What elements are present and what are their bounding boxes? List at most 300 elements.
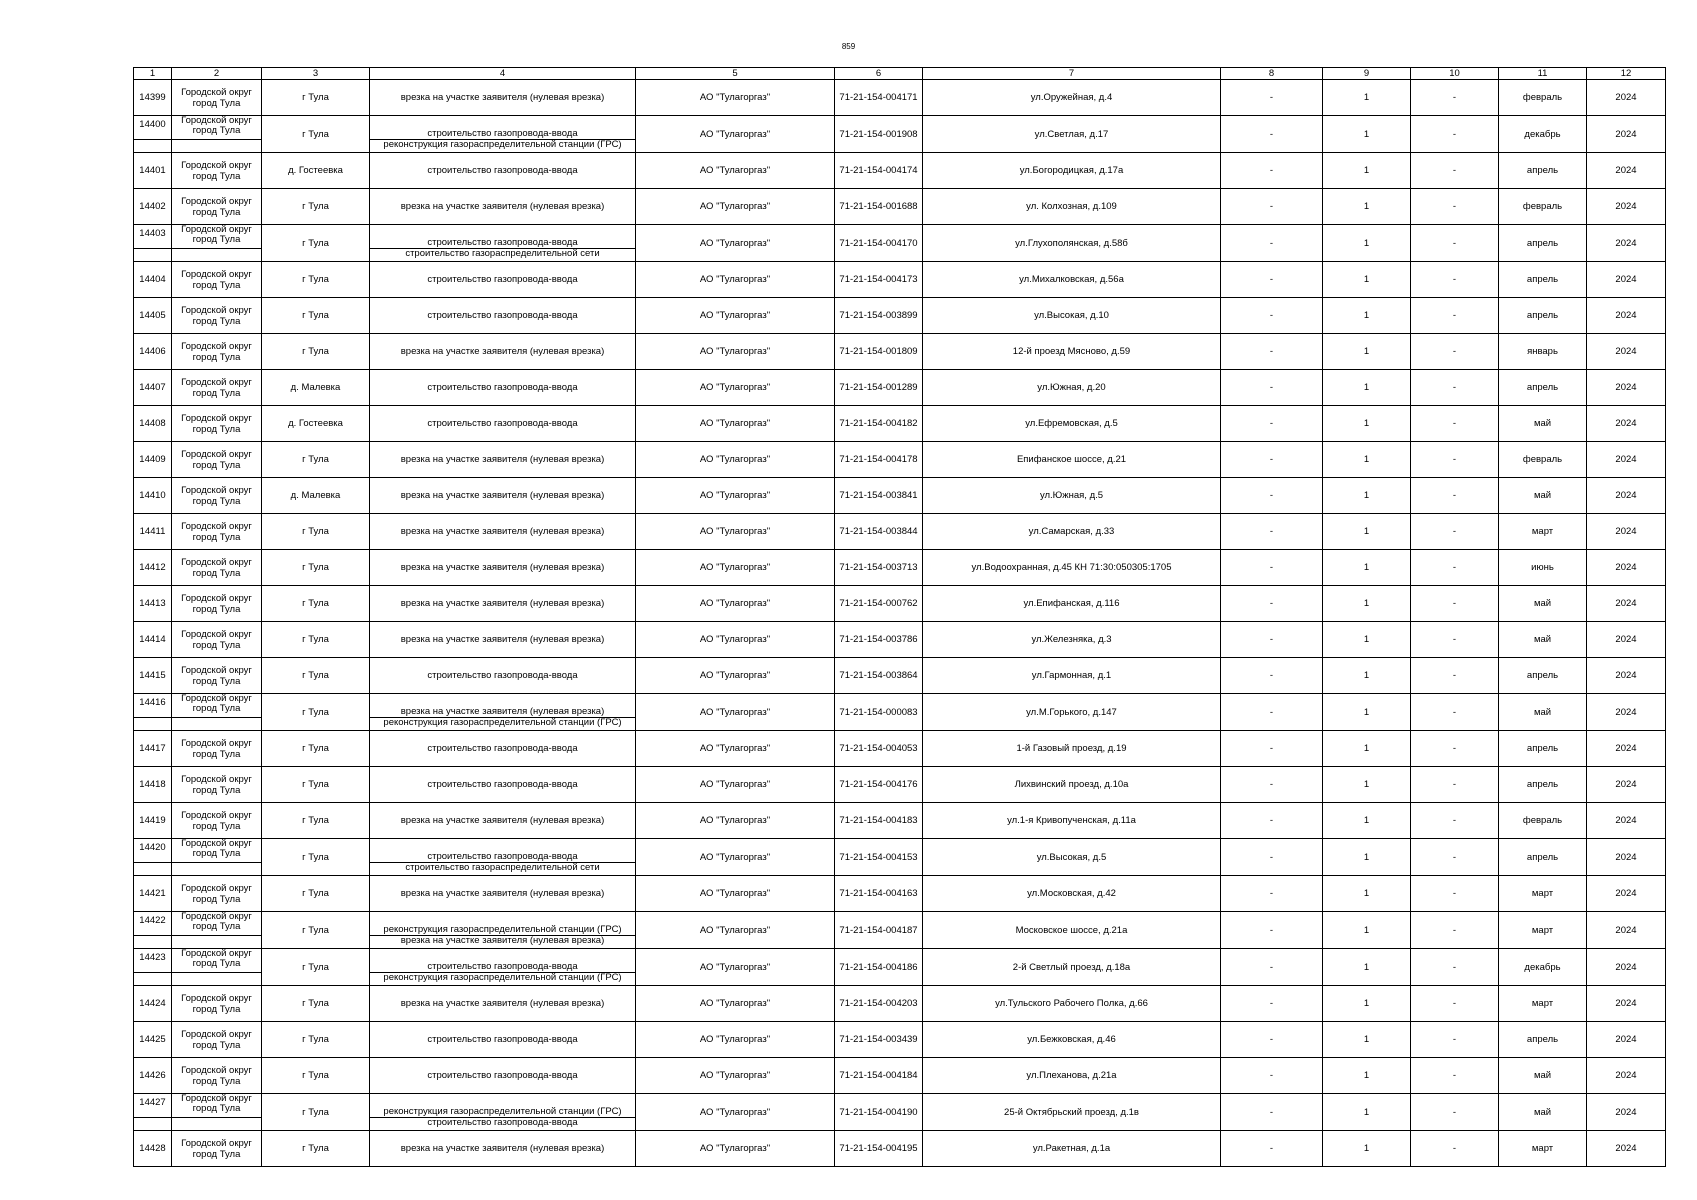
header-row bbox=[134, 68, 1666, 80]
work-type: врезка на участке заявителя (нулевая врезка) bbox=[370, 586, 636, 622]
row-number: 14414 bbox=[134, 622, 172, 658]
year: 2024 bbox=[1587, 803, 1666, 839]
col-8-value: - bbox=[1221, 1058, 1323, 1094]
month: май bbox=[1499, 1094, 1587, 1131]
municipality-spacer bbox=[172, 718, 262, 731]
address: 1-й Газовый проезд, д.19 bbox=[923, 731, 1221, 767]
col-10-value: - bbox=[1411, 80, 1499, 116]
municipality-spacer bbox=[172, 1118, 262, 1131]
col-8-value: - bbox=[1221, 986, 1323, 1022]
object-code: 71-21-154-004190 bbox=[835, 1094, 923, 1131]
table-row bbox=[134, 334, 1666, 370]
month: март bbox=[1499, 986, 1587, 1022]
address: Московское шоссе, д.21а bbox=[923, 912, 1221, 949]
col-8-value: - bbox=[1221, 658, 1323, 694]
col-header: 4 bbox=[370, 68, 636, 80]
address: ул.Ракетная, д.1а bbox=[923, 1131, 1221, 1167]
col-9-value: 1 bbox=[1323, 80, 1411, 116]
col-9-value: 1 bbox=[1323, 514, 1411, 550]
year: 2024 bbox=[1587, 767, 1666, 803]
row-number: 14417 bbox=[134, 731, 172, 767]
row-number-spacer bbox=[134, 936, 172, 949]
address: ул.Бежковская, д.46 bbox=[923, 1022, 1221, 1058]
work-type: строительство газопровода-ввода bbox=[370, 298, 636, 334]
organization: АО "Тулагоргаз" bbox=[636, 731, 835, 767]
col-10-value: - bbox=[1411, 334, 1499, 370]
work-type-secondary: строительство газораспределительной сети bbox=[370, 863, 636, 876]
col-10-value: - bbox=[1411, 949, 1499, 986]
month: декабрь bbox=[1499, 116, 1587, 153]
col-8-value: - bbox=[1221, 912, 1323, 949]
work-type: врезка на участке заявителя (нулевая врезка) bbox=[370, 986, 636, 1022]
table-row bbox=[134, 189, 1666, 225]
municipality: Городской округ город Тула bbox=[172, 949, 262, 973]
row-number: 14408 bbox=[134, 406, 172, 442]
organization: АО "Тулагоргаз" bbox=[636, 514, 835, 550]
object-code: 71-21-154-004176 bbox=[835, 767, 923, 803]
month: апрель bbox=[1499, 731, 1587, 767]
locality: д. Малевка bbox=[262, 478, 370, 514]
work-type: врезка на участке заявителя (нулевая врезка) bbox=[370, 550, 636, 586]
col-8-value: - bbox=[1221, 586, 1323, 622]
organization: АО "Тулагоргаз" bbox=[636, 225, 835, 262]
object-code: 71-21-154-003713 bbox=[835, 550, 923, 586]
work-type: врезка на участке заявителя (нулевая врезка) bbox=[370, 189, 636, 225]
col-10-value: - bbox=[1411, 803, 1499, 839]
municipality: Городской округ город Тула bbox=[172, 442, 262, 478]
table-row bbox=[134, 767, 1666, 803]
year: 2024 bbox=[1587, 1094, 1666, 1131]
row-number: 14420 bbox=[134, 839, 172, 863]
address: ул.Самарская, д.33 bbox=[923, 514, 1221, 550]
col-8-value: - bbox=[1221, 442, 1323, 478]
table-row bbox=[134, 876, 1666, 912]
col-8-value: - bbox=[1221, 189, 1323, 225]
col-8-value: - bbox=[1221, 262, 1323, 298]
month: февраль bbox=[1499, 442, 1587, 478]
municipality: Городской округ город Тула bbox=[172, 622, 262, 658]
address: ул.Оружейная, д.4 bbox=[923, 80, 1221, 116]
year: 2024 bbox=[1587, 550, 1666, 586]
object-code: 71-21-154-001908 bbox=[835, 116, 923, 153]
col-8-value: - bbox=[1221, 767, 1323, 803]
object-code: 71-21-154-004173 bbox=[835, 262, 923, 298]
municipality: Городской округ город Тула bbox=[172, 1022, 262, 1058]
organization: АО "Тулагоргаз" bbox=[636, 658, 835, 694]
address: ул.Высокая, д.5 bbox=[923, 839, 1221, 876]
address: Епифанское шоссе, д.21 bbox=[923, 442, 1221, 478]
municipality: Городской округ город Тула bbox=[172, 986, 262, 1022]
organization: АО "Тулагоргаз" bbox=[636, 622, 835, 658]
object-code: 71-21-154-004184 bbox=[835, 1058, 923, 1094]
municipality: Городской округ город Тула bbox=[172, 1131, 262, 1167]
table-row bbox=[134, 116, 1666, 140]
work-type: строительство газопровода-ввода bbox=[370, 1022, 636, 1058]
work-type-secondary: врезка на участке заявителя (нулевая врезка) bbox=[370, 936, 636, 949]
col-9-value: 1 bbox=[1323, 986, 1411, 1022]
year: 2024 bbox=[1587, 442, 1666, 478]
row-number: 14412 bbox=[134, 550, 172, 586]
col-10-value: - bbox=[1411, 478, 1499, 514]
year: 2024 bbox=[1587, 658, 1666, 694]
col-8-value: - bbox=[1221, 478, 1323, 514]
locality: г Тула bbox=[262, 1094, 370, 1131]
row-number: 14404 bbox=[134, 262, 172, 298]
col-header: 5 bbox=[636, 68, 835, 80]
address: ул.Гармонная, д.1 bbox=[923, 658, 1221, 694]
col-9-value: 1 bbox=[1323, 622, 1411, 658]
month: апрель bbox=[1499, 767, 1587, 803]
col-9-value: 1 bbox=[1323, 1058, 1411, 1094]
year: 2024 bbox=[1587, 153, 1666, 189]
month: февраль bbox=[1499, 189, 1587, 225]
locality: г Тула bbox=[262, 912, 370, 949]
locality: г Тула bbox=[262, 876, 370, 912]
organization: АО "Тулагоргаз" bbox=[636, 839, 835, 876]
col-10-value: - bbox=[1411, 514, 1499, 550]
row-number: 14411 bbox=[134, 514, 172, 550]
locality: г Тула bbox=[262, 262, 370, 298]
col-9-value: 1 bbox=[1323, 370, 1411, 406]
col-8-value: - bbox=[1221, 839, 1323, 876]
year: 2024 bbox=[1587, 116, 1666, 153]
year: 2024 bbox=[1587, 912, 1666, 949]
work-type: врезка на участке заявителя (нулевая врезка) bbox=[370, 622, 636, 658]
year: 2024 bbox=[1587, 189, 1666, 225]
col-8-value: - bbox=[1221, 949, 1323, 986]
col-9-value: 1 bbox=[1323, 442, 1411, 478]
locality: г Тула bbox=[262, 1058, 370, 1094]
year: 2024 bbox=[1587, 876, 1666, 912]
municipality: Городской округ город Тула bbox=[172, 80, 262, 116]
object-code: 71-21-154-004153 bbox=[835, 839, 923, 876]
year: 2024 bbox=[1587, 262, 1666, 298]
col-9-value: 1 bbox=[1323, 658, 1411, 694]
work-type: врезка на участке заявителя (нулевая врезка) bbox=[370, 514, 636, 550]
work-type: строительство газопровода-ввода bbox=[370, 262, 636, 298]
year: 2024 bbox=[1587, 986, 1666, 1022]
col-header: 7 bbox=[923, 68, 1221, 80]
col-9-value: 1 bbox=[1323, 586, 1411, 622]
organization: АО "Тулагоргаз" bbox=[636, 153, 835, 189]
object-code: 71-21-154-004174 bbox=[835, 153, 923, 189]
col-10-value: - bbox=[1411, 912, 1499, 949]
work-type: врезка на участке заявителя (нулевая врезка) bbox=[370, 334, 636, 370]
organization: АО "Тулагоргаз" bbox=[636, 262, 835, 298]
row-number: 14415 bbox=[134, 658, 172, 694]
row-number: 14406 bbox=[134, 334, 172, 370]
organization: АО "Тулагоргаз" bbox=[636, 550, 835, 586]
col-header: 11 bbox=[1499, 68, 1587, 80]
address: 2-й Светлый проезд, д.18а bbox=[923, 949, 1221, 986]
municipality: Городской округ город Тула bbox=[172, 694, 262, 718]
col-10-value: - bbox=[1411, 116, 1499, 153]
col-8-value: - bbox=[1221, 370, 1323, 406]
organization: АО "Тулагоргаз" bbox=[636, 694, 835, 731]
year: 2024 bbox=[1587, 839, 1666, 876]
object-code: 71-21-154-004178 bbox=[835, 442, 923, 478]
table-row bbox=[134, 225, 1666, 249]
page-number: 859 bbox=[841, 42, 856, 51]
month: март bbox=[1499, 1131, 1587, 1167]
work-type: строительство газопровода-ввода bbox=[370, 116, 636, 140]
object-code: 71-21-154-003899 bbox=[835, 298, 923, 334]
table-row bbox=[134, 731, 1666, 767]
col-9-value: 1 bbox=[1323, 731, 1411, 767]
object-code: 71-21-154-003844 bbox=[835, 514, 923, 550]
work-type: строительство газопровода-ввода bbox=[370, 949, 636, 973]
row-number: 14410 bbox=[134, 478, 172, 514]
table-row bbox=[134, 514, 1666, 550]
col-10-value: - bbox=[1411, 876, 1499, 912]
col-9-value: 1 bbox=[1323, 262, 1411, 298]
col-8-value: - bbox=[1221, 334, 1323, 370]
address: ул.Михалковская, д.56а bbox=[923, 262, 1221, 298]
object-code: 71-21-154-003786 bbox=[835, 622, 923, 658]
table-row bbox=[134, 298, 1666, 334]
organization: АО "Тулагоргаз" bbox=[636, 876, 835, 912]
col-9-value: 1 bbox=[1323, 406, 1411, 442]
locality: г Тула bbox=[262, 767, 370, 803]
month: май bbox=[1499, 1058, 1587, 1094]
table-row bbox=[134, 803, 1666, 839]
object-code: 71-21-154-004182 bbox=[835, 406, 923, 442]
organization: АО "Тулагоргаз" bbox=[636, 189, 835, 225]
year: 2024 bbox=[1587, 478, 1666, 514]
col-9-value: 1 bbox=[1323, 803, 1411, 839]
month: апрель bbox=[1499, 370, 1587, 406]
row-number: 14413 bbox=[134, 586, 172, 622]
month: апрель bbox=[1499, 1022, 1587, 1058]
col-header: 10 bbox=[1411, 68, 1499, 80]
year: 2024 bbox=[1587, 1058, 1666, 1094]
col-8-value: - bbox=[1221, 876, 1323, 912]
work-type: строительство газопровода-ввода bbox=[370, 731, 636, 767]
year: 2024 bbox=[1587, 731, 1666, 767]
month: июнь bbox=[1499, 550, 1587, 586]
month: апрель bbox=[1499, 153, 1587, 189]
row-number: 14402 bbox=[134, 189, 172, 225]
col-9-value: 1 bbox=[1323, 767, 1411, 803]
col-8-value: - bbox=[1221, 153, 1323, 189]
object-code: 71-21-154-004183 bbox=[835, 803, 923, 839]
row-number: 14418 bbox=[134, 767, 172, 803]
municipality: Городской округ город Тула bbox=[172, 116, 262, 140]
col-8-value: - bbox=[1221, 1022, 1323, 1058]
address: ул.Тульского Рабочего Полка, д.66 bbox=[923, 986, 1221, 1022]
work-type: врезка на участке заявителя (нулевая врезка) bbox=[370, 694, 636, 718]
municipality: Городской округ город Тула bbox=[172, 767, 262, 803]
col-10-value: - bbox=[1411, 153, 1499, 189]
object-code: 71-21-154-004171 bbox=[835, 80, 923, 116]
row-number: 14424 bbox=[134, 986, 172, 1022]
col-9-value: 1 bbox=[1323, 1094, 1411, 1131]
address: ул.Епифанская, д.116 bbox=[923, 586, 1221, 622]
year: 2024 bbox=[1587, 1022, 1666, 1058]
organization: АО "Тулагоргаз" bbox=[636, 80, 835, 116]
municipality: Городской округ город Тула bbox=[172, 514, 262, 550]
organization: АО "Тулагоргаз" bbox=[636, 298, 835, 334]
col-8-value: - bbox=[1221, 406, 1323, 442]
col-header: 9 bbox=[1323, 68, 1411, 80]
locality: г Тула bbox=[262, 550, 370, 586]
work-type: врезка на участке заявителя (нулевая врезка) bbox=[370, 803, 636, 839]
address: ул.Плеханова, д.21а bbox=[923, 1058, 1221, 1094]
object-code: 71-21-154-001809 bbox=[835, 334, 923, 370]
row-number-spacer bbox=[134, 718, 172, 731]
table-row bbox=[134, 839, 1666, 863]
col-9-value: 1 bbox=[1323, 912, 1411, 949]
col-header: 6 bbox=[835, 68, 923, 80]
address: ул.Водоохранная, д.45 КН 71:30:050305:1705 bbox=[923, 550, 1221, 586]
table-row bbox=[134, 262, 1666, 298]
row-number: 14407 bbox=[134, 370, 172, 406]
table-row bbox=[134, 478, 1666, 514]
row-number: 14428 bbox=[134, 1131, 172, 1167]
col-10-value: - bbox=[1411, 1022, 1499, 1058]
col-10-value: - bbox=[1411, 550, 1499, 586]
address: ул.Ефремовская, д.5 bbox=[923, 406, 1221, 442]
year: 2024 bbox=[1587, 949, 1666, 986]
address: 25-й Октябрьский проезд, д.1в bbox=[923, 1094, 1221, 1131]
organization: АО "Тулагоргаз" bbox=[636, 1131, 835, 1167]
work-type: реконструкция газораспределительной станции (ГРС) bbox=[370, 912, 636, 936]
organization: АО "Тулагоргаз" bbox=[636, 586, 835, 622]
table-row bbox=[134, 370, 1666, 406]
year: 2024 bbox=[1587, 334, 1666, 370]
work-type: строительство газопровода-ввода bbox=[370, 225, 636, 249]
municipality: Городской округ город Тула bbox=[172, 876, 262, 912]
month: март bbox=[1499, 876, 1587, 912]
organization: АО "Тулагоргаз" bbox=[636, 334, 835, 370]
col-10-value: - bbox=[1411, 694, 1499, 731]
locality: г Тула bbox=[262, 334, 370, 370]
col-header: 3 bbox=[262, 68, 370, 80]
work-type: строительство газопровода-ввода bbox=[370, 767, 636, 803]
row-number: 14421 bbox=[134, 876, 172, 912]
locality: д. Малевка bbox=[262, 370, 370, 406]
object-code: 71-21-154-004053 bbox=[835, 731, 923, 767]
col-10-value: - bbox=[1411, 1058, 1499, 1094]
year: 2024 bbox=[1587, 406, 1666, 442]
row-number: 14400 bbox=[134, 116, 172, 140]
municipality: Городской округ город Тула bbox=[172, 839, 262, 863]
object-code: 71-21-154-003841 bbox=[835, 478, 923, 514]
locality: г Тула bbox=[262, 442, 370, 478]
row-number: 14425 bbox=[134, 1022, 172, 1058]
row-number: 14401 bbox=[134, 153, 172, 189]
col-9-value: 1 bbox=[1323, 949, 1411, 986]
object-code: 71-21-154-004163 bbox=[835, 876, 923, 912]
col-10-value: - bbox=[1411, 622, 1499, 658]
year: 2024 bbox=[1587, 514, 1666, 550]
col-9-value: 1 bbox=[1323, 478, 1411, 514]
address: ул. Колхозная, д.109 bbox=[923, 189, 1221, 225]
table-row bbox=[134, 406, 1666, 442]
col-8-value: - bbox=[1221, 1094, 1323, 1131]
object-code: 71-21-154-001289 bbox=[835, 370, 923, 406]
municipality-spacer bbox=[172, 140, 262, 153]
municipality: Городской округ город Тула bbox=[172, 225, 262, 249]
organization: АО "Тулагоргаз" bbox=[636, 478, 835, 514]
work-type: строительство газопровода-ввода bbox=[370, 839, 636, 863]
municipality: Городской округ город Тула bbox=[172, 298, 262, 334]
col-10-value: - bbox=[1411, 406, 1499, 442]
work-type-secondary: реконструкция газораспределительной станции (ГРС) bbox=[370, 140, 636, 153]
table-row bbox=[134, 1058, 1666, 1094]
col-10-value: - bbox=[1411, 225, 1499, 262]
organization: АО "Тулагоргаз" bbox=[636, 912, 835, 949]
col-9-value: 1 bbox=[1323, 153, 1411, 189]
col-9-value: 1 bbox=[1323, 1022, 1411, 1058]
locality: г Тула bbox=[262, 839, 370, 876]
col-9-value: 1 bbox=[1323, 694, 1411, 731]
col-9-value: 1 bbox=[1323, 334, 1411, 370]
col-10-value: - bbox=[1411, 986, 1499, 1022]
table-row bbox=[134, 550, 1666, 586]
col-10-value: - bbox=[1411, 298, 1499, 334]
col-8-value: - bbox=[1221, 225, 1323, 262]
locality: г Тула bbox=[262, 116, 370, 153]
address: ул.Железняка, д.3 bbox=[923, 622, 1221, 658]
address: ул.1-я Кривопученская, д.11а bbox=[923, 803, 1221, 839]
col-10-value: - bbox=[1411, 262, 1499, 298]
organization: АО "Тулагоргаз" bbox=[636, 370, 835, 406]
month: декабрь bbox=[1499, 949, 1587, 986]
month: апрель bbox=[1499, 658, 1587, 694]
row-number: 14403 bbox=[134, 225, 172, 249]
month: май bbox=[1499, 694, 1587, 731]
year: 2024 bbox=[1587, 586, 1666, 622]
organization: АО "Тулагоргаз" bbox=[636, 803, 835, 839]
locality: г Тула bbox=[262, 80, 370, 116]
col-8-value: - bbox=[1221, 1131, 1323, 1167]
month: май bbox=[1499, 622, 1587, 658]
object-code: 71-21-154-003864 bbox=[835, 658, 923, 694]
organization: АО "Тулагоргаз" bbox=[636, 1058, 835, 1094]
object-code: 71-21-154-004187 bbox=[835, 912, 923, 949]
col-10-value: - bbox=[1411, 442, 1499, 478]
address: 12-й проезд Мясново, д.59 bbox=[923, 334, 1221, 370]
col-8-value: - bbox=[1221, 731, 1323, 767]
object-code: 71-21-154-004203 bbox=[835, 986, 923, 1022]
table-row bbox=[134, 1094, 1666, 1118]
row-number-spacer bbox=[134, 1118, 172, 1131]
locality: г Тула bbox=[262, 514, 370, 550]
row-number-spacer bbox=[134, 140, 172, 153]
locality: г Тула bbox=[262, 225, 370, 262]
work-type: врезка на участке заявителя (нулевая врезка) bbox=[370, 1131, 636, 1167]
table-row bbox=[134, 80, 1666, 116]
col-9-value: 1 bbox=[1323, 298, 1411, 334]
object-code: 71-21-154-000762 bbox=[835, 586, 923, 622]
table-row bbox=[134, 586, 1666, 622]
col-9-value: 1 bbox=[1323, 225, 1411, 262]
address: ул.Глухополянская, д.58б bbox=[923, 225, 1221, 262]
object-code: 71-21-154-004186 bbox=[835, 949, 923, 986]
month: май bbox=[1499, 478, 1587, 514]
work-type: реконструкция газораспределительной станции (ГРС) bbox=[370, 1094, 636, 1118]
table-row bbox=[134, 912, 1666, 936]
table-row bbox=[134, 949, 1666, 973]
address: ул.Высокая, д.10 bbox=[923, 298, 1221, 334]
row-number: 14399 bbox=[134, 80, 172, 116]
work-type: врезка на участке заявителя (нулевая врезка) bbox=[370, 478, 636, 514]
object-code: 71-21-154-004195 bbox=[835, 1131, 923, 1167]
col-10-value: - bbox=[1411, 370, 1499, 406]
month: апрель bbox=[1499, 298, 1587, 334]
municipality: Городской округ город Тула bbox=[172, 153, 262, 189]
